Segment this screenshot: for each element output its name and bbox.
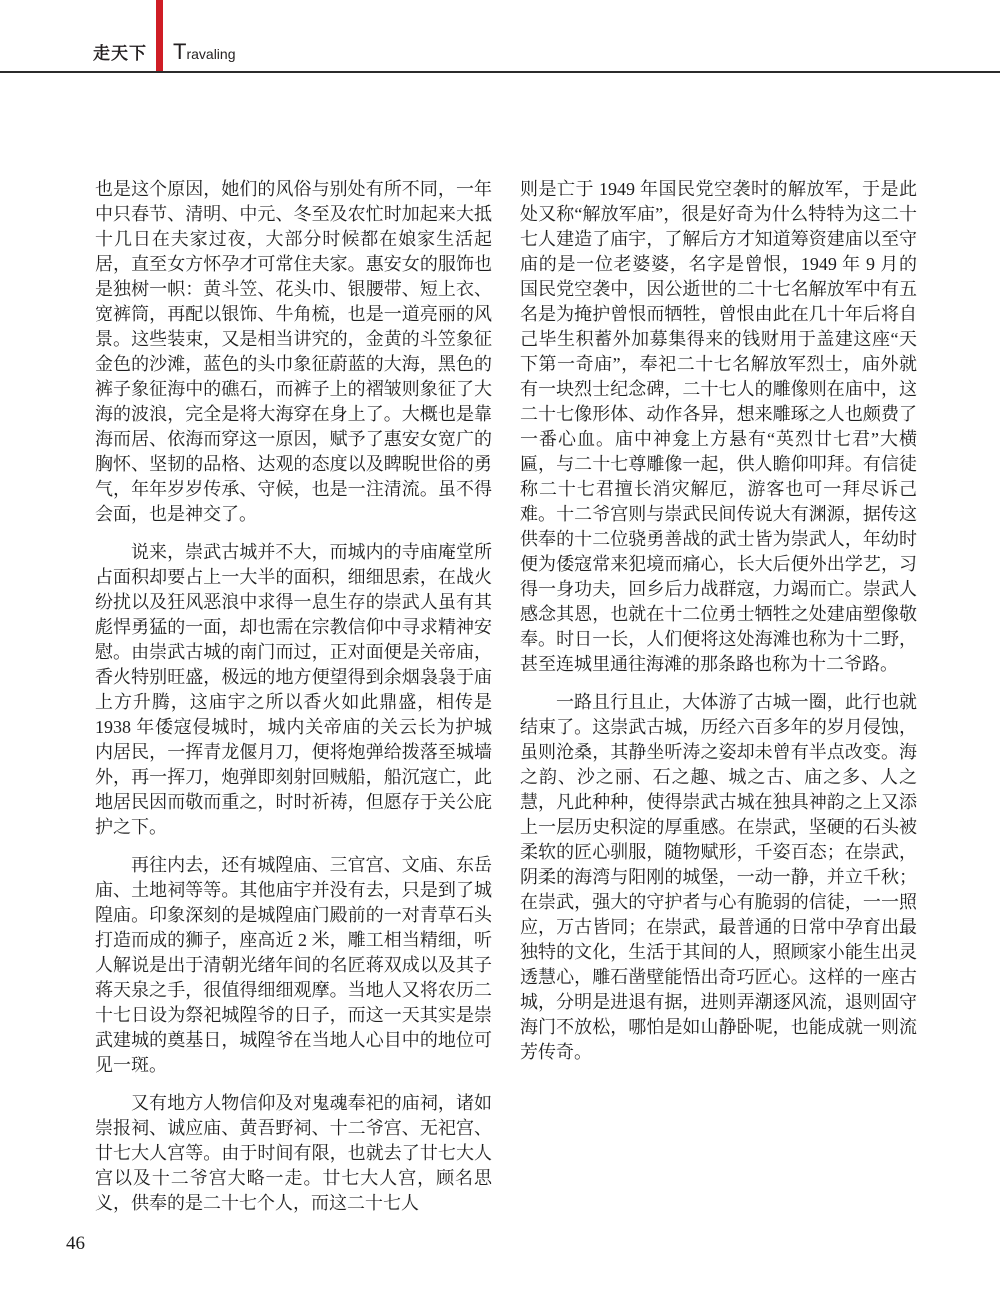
red-accent-bar [156,0,163,71]
right-column [520,177,917,1229]
paragraph: 再往内去，还有城隍庙、三官宫、文庙、东岳庙、土地祠等等。其他庙宇并没有去，只是到了城隍庙。印象深刻的是城隍庙门殿前的一对青草石头打造而成的狮子，座高近 2 米，雕工相当精细，听人解说是出于清朝光绪年间的名匠蒋双成以及其子蒋天泉之手，很值得细细观摩。当地人又将农历二十七日设为祭祀城隍爷的日子，而这一天其实是崇武建城的奠基日，城隍爷在当地人心目中的地位可见一斑。 [95,855,492,1075]
header-divider-rule [0,71,1000,73]
section-title-english: Travaling [173,39,236,64]
paragraph: 说来，崇武古城并不大，而城内的寺庙庵堂所占面积却要占上一大半的面积，细细思索，在战火纷扰以及狂风恶浪中求得一息生存的崇武人虽有其彪悍勇猛的一面，却也需在宗教信仰中寻求精神安慰。由崇武古城的南门而过，正对面便是关帝庙，香火特别旺盛，极远的地方便望得到余烟袅袅于庙上方升腾，这庙宇之所以香火如此鼎盛，相传是 1938 年倭寇侵城时，城内关帝庙的关云长为护城内居民，一挥青龙偃月刀，便将炮弹给拨落至城墙外，再一挥刀，炮弹即刻射回贼船，船沉寇亡，此地居民因而敬而重之，时时祈祷，但愿存于关公庇护之下。 [95,542,492,837]
paragraph: 又有地方人物信仰及对鬼魂奉祀的庙祠，诸如崇报祠、诚应庙、黄吾野祠、十二爷宫、无祀宫、廿七大人宫等。由于时间有限，也就去了廿七大人宫以及十二爷宫大略一走。廿七大人宫，顾名思义，供奉的是二十七个人，而这二十七人 [95,1093,492,1213]
article-body [95,177,917,1229]
section-title-chinese: 走天下 [93,44,147,63]
left-column [95,177,492,1229]
paragraph: 则是亡于 1949 年国民党空袭时的解放军，于是此处又称“解放军庙”，很是好奇为什么特特为这二十七人建造了庙宇，了解后方才知道筹资建庙以至守庙的是一位老婆婆，名字是曾恨，1949 年 9 月的国民党空袭中，因公逝世的二十七名解放军中有五名是为掩护曾恨而牺牲，曾恨由此在几十年后将自己毕生积蓄外加募集得来的钱财用于盖建这座“天下第一奇庙”，奉祀二十七名解放军烈士，庙外就有一块烈士纪念碑，二十七人的雕像则在庙中，这二十七像形体、动作各异，想来雕琢之人也颇费了一番心血。庙中神龛上方悬有“英烈廿七君”大横匾，与二十七尊雕像一起，供人瞻仰叩拜。有信徒称二十七君擅长消灾解厄，游客也可一拜尽诉己难。十二爷宫则与崇武民间传说大有渊源，据传这供奉的十二位骁勇善战的武士皆为崇武人，年幼时便为倭寇常来犯境而痛心，长大后便外出学艺，习得一身功夫，回乡后力战群寇，力竭而亡。崇武人感念其恩，也就在十二位勇士牺牲之处建庙塑像敬奉。时日一长，人们便将这处海滩也称为十二野，甚至连城里通往海滩的那条路也称为十二爷路。 [520,179,917,674]
paragraph: 也是这个原因，她们的风俗与别处有所不同，一年中只春节、清明、中元、冬至及农忙时加起来大抵十几日在夫家过夜，大部分时候都在娘家生活起居，直至女方怀孕才可常住夫家。惠安女的服饰也是独树一帜：黄斗笠、花头巾、银腰带、短上衣、宽裤筒，再配以银饰、牛角梳，也是一道亮丽的风景。这些装束，又是相当讲究的，金黄的斗笠象征金色的沙滩，蓝色的头巾象征蔚蓝的大海，黑色的裤子象征海中的礁石，而裤子上的褶皱则象征了大海的波浪，完全是将大海穿在身上了。大概也是靠海而居、依海而穿这一原因，赋予了惠安女宽广的胸怀、坚韧的品格、达观的态度以及睥睨世俗的勇气，年年岁岁传承、守候，也是一注清流。虽不得会面，也是神交了。 [95,179,492,524]
paragraph: 一路且行且止，大体游了古城一圈，此行也就结束了。这崇武古城，历经六百多年的岁月侵蚀，虽则沧桑，其静坐听涛之姿却未曾有半点改变。海之韵、沙之丽、石之趣、城之古、庙之多、人之慧，凡此种种，使得崇武古城在独具神韵之上又添上一层历史积淀的厚重感。在崇武，坚硬的石头被柔软的匠心驯服，随物赋形，千姿百态；在崇武，阴柔的海湾与阳刚的城堡，一动一静，并立千秋；在崇武，强大的守护者与心有脆弱的信徒，一一照应，万古皆同；在崇武，最普通的日常中孕育出最独特的文化，生活于其间的人，照顾家小能生出灵透慧心，雕石凿壁能悟出奇巧匠心。这样的一座古城，分明是进退有据，进则弄潮逐风流，退则固守海门不放松，哪怕是如山静卧呢，也能成就一则流芳传奇。 [520,692,917,1062]
page-number: 46 [66,1233,85,1254]
